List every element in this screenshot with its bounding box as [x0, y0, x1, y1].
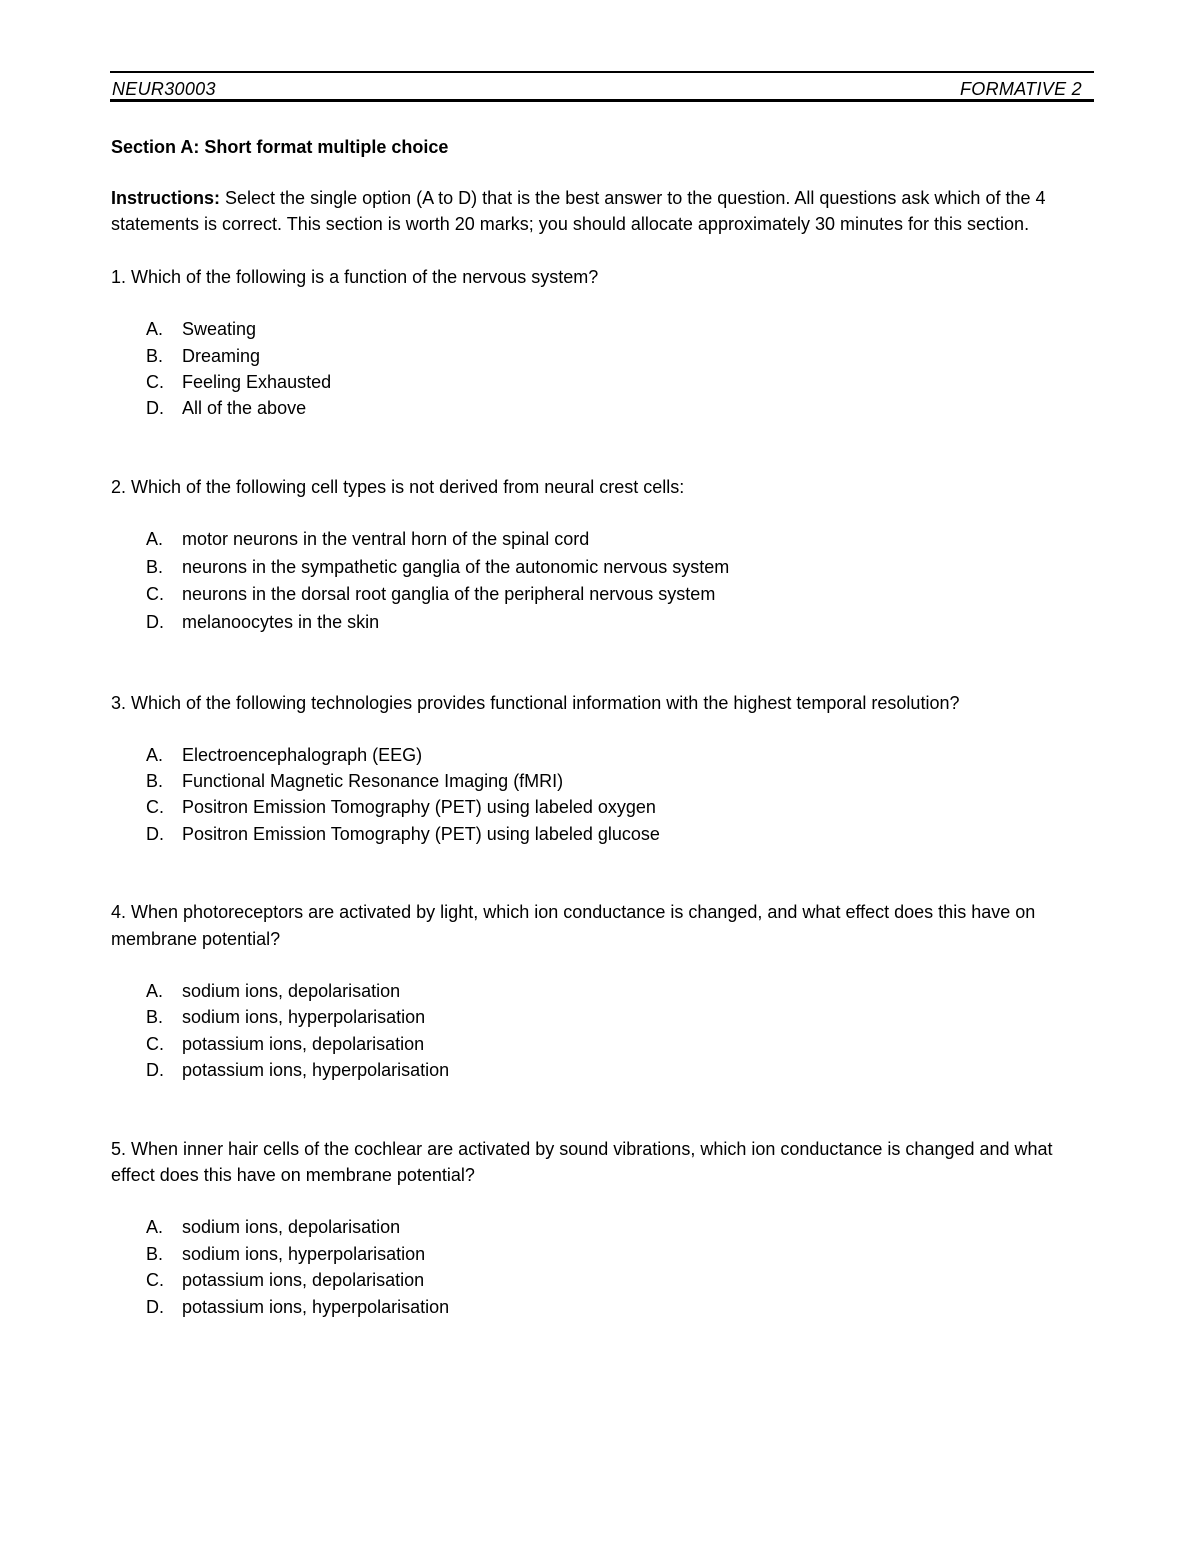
option-letter: A. — [146, 1217, 164, 1238]
option-letter: B. — [146, 1243, 164, 1264]
option-d — [111, 609, 1101, 637]
option-b — [111, 768, 1101, 794]
option-d — [111, 1057, 1101, 1083]
document-title: FORMATIVE 2 — [960, 79, 1082, 99]
option-letter: C. — [146, 1270, 164, 1291]
question-text: 2. Which of the following cell types is not derived from neural crest cells: — [111, 476, 685, 497]
question-text: 3. Which of the following technologies provides functional information with the highest temporal resolution? — [111, 693, 960, 714]
option-letter: D. — [146, 1296, 164, 1317]
option-text: potassium ions, hyperpolarisation — [182, 1296, 450, 1317]
option-text: neurons in the dorsal root ganglia of the peripheral nervous system — [182, 584, 716, 605]
option-text: potassium ions, depolarisation — [182, 1270, 425, 1291]
option-text: Functional Magnetic Resonance Imaging (fMRI) — [182, 770, 564, 791]
option-letter: B. — [146, 556, 164, 577]
option-text: neurons in the sympathetic ganglia of the autonomic nervous system — [182, 556, 730, 577]
option-b — [111, 1241, 1101, 1267]
option-text: Positron Emission Tomography (PET) using labeled glucose — [182, 823, 660, 844]
section-title: Section A: Short format multiple choice — [111, 137, 449, 157]
page-content — [111, 134, 1101, 1320]
option-letter: C. — [146, 797, 164, 818]
options-list — [111, 742, 1101, 848]
option-letter: A. — [146, 744, 164, 765]
option-a — [111, 978, 1101, 1004]
option-letter: D. — [146, 1060, 164, 1081]
options-list — [111, 316, 1101, 422]
option-text: Feeling Exhausted — [182, 372, 332, 392]
option-text: sodium ions, depolarisation — [182, 1217, 401, 1238]
option-a — [111, 742, 1101, 768]
option-c — [111, 369, 1101, 395]
option-text: potassium ions, hyperpolarisation — [182, 1060, 450, 1081]
option-text: Electroencephalograph (EEG) — [182, 744, 423, 765]
option-letter: B. — [146, 1007, 164, 1028]
course-code: NEUR30003 — [112, 79, 216, 99]
option-text: motor neurons in the ventral horn of the spinal cord — [182, 529, 590, 550]
option-text: Positron Emission Tomography (PET) using labeled oxygen — [182, 797, 656, 818]
option-c — [111, 794, 1101, 820]
question-5 — [111, 1136, 1101, 1320]
instructions — [111, 185, 1096, 238]
option-letter: A. — [146, 980, 164, 1001]
option-letter: A. — [146, 529, 164, 550]
question-text: 4. When photoreceptors are activated by light, which ion conductance is changed, and what effect does this have on membrane potential? — [111, 902, 1036, 949]
option-c — [111, 1031, 1101, 1057]
option-text: sodium ions, hyperpolarisation — [182, 1243, 426, 1264]
option-a — [111, 316, 1101, 342]
option-text: potassium ions, depolarisation — [182, 1033, 425, 1054]
option-text: All of the above — [182, 398, 307, 419]
option-text: Dreaming — [182, 345, 261, 366]
option-a — [111, 526, 1101, 554]
instructions-label: Instructions: — [111, 188, 221, 208]
option-letter: A. — [146, 319, 164, 340]
option-d — [111, 395, 1101, 421]
option-letter: D. — [146, 398, 164, 419]
question-1 — [111, 264, 1101, 422]
option-letter: B. — [146, 770, 164, 791]
option-d — [111, 821, 1101, 847]
option-letter: D. — [146, 823, 164, 844]
option-d — [111, 1294, 1101, 1320]
question-4 — [111, 899, 1101, 1083]
option-text: sodium ions, hyperpolarisation — [182, 1007, 426, 1028]
option-b — [111, 343, 1101, 369]
option-text: melanoocytes in the skin — [182, 611, 380, 632]
option-letter: C. — [146, 1033, 164, 1054]
option-c — [111, 1267, 1101, 1293]
options-list — [111, 978, 1101, 1084]
question-2 — [111, 474, 1101, 636]
page-header — [110, 71, 1094, 102]
option-text: sodium ions, depolarisation — [182, 980, 401, 1001]
option-b — [111, 1004, 1101, 1030]
option-letter: B. — [146, 345, 164, 366]
question-text: 5. When inner hair cells of the cochlear are activated by sound vibrations, which ion conductance is changed and what effect does this have on membrane potential? — [111, 1138, 1053, 1185]
option-text: Sweating — [182, 319, 257, 340]
question-3 — [111, 690, 1101, 847]
option-letter: C. — [146, 584, 164, 605]
option-letter: D. — [146, 611, 164, 632]
option-b — [111, 554, 1101, 582]
option-a — [111, 1214, 1101, 1240]
options-list — [111, 526, 1101, 636]
options-list — [111, 1214, 1101, 1320]
instructions-text: Select the single option (A to D) that is the best answer to the question. All questions ask which of the 4 statements is correct. This section is worth 20 marks; you should allocate approximately 30 minutes for this section. — [111, 188, 1046, 235]
question-text: 1. Which of the following is a function of the nervous system? — [111, 266, 599, 287]
option-c — [111, 581, 1101, 609]
option-letter: C. — [146, 372, 164, 392]
